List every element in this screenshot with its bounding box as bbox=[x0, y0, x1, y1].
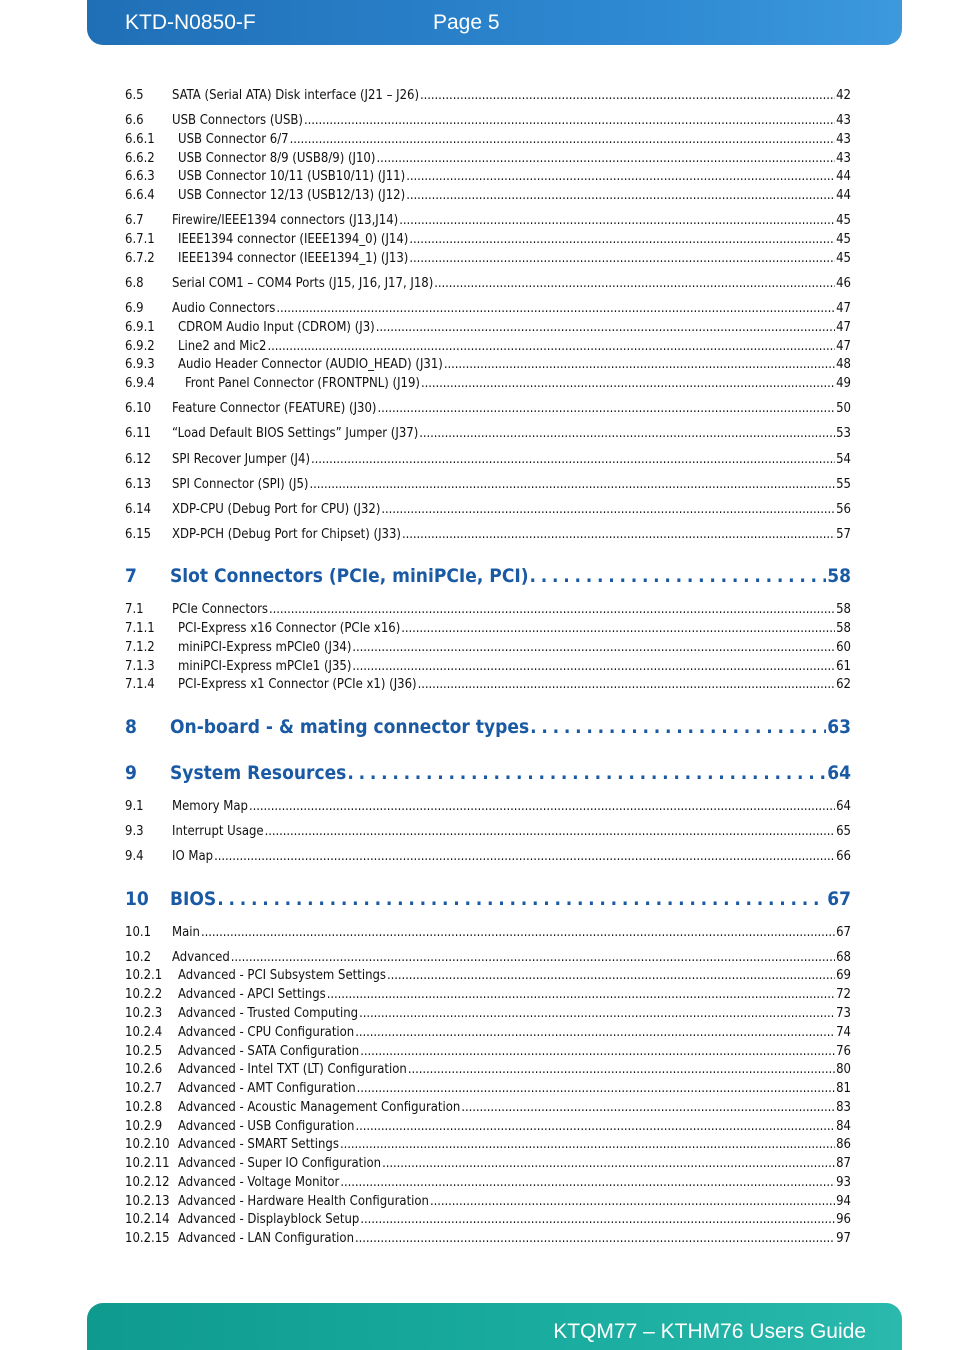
toc-number: 10.2.13 bbox=[125, 1194, 170, 1209]
toc-page: 60 bbox=[836, 640, 851, 655]
toc-page: 47 bbox=[836, 301, 851, 316]
toc-leader bbox=[376, 320, 835, 336]
toc-number: 6.7 bbox=[125, 213, 144, 228]
toc-entry[interactable] bbox=[125, 640, 851, 656]
toc-number: 7.1 bbox=[125, 602, 144, 617]
toc-leader bbox=[347, 761, 826, 785]
toc-leader bbox=[406, 169, 835, 185]
toc-number: 6.11 bbox=[125, 426, 152, 441]
toc-title: Advanced - AMT Configuration bbox=[178, 1081, 356, 1096]
toc-title: Advanced - Trusted Computing bbox=[178, 1006, 359, 1021]
toc-number: 6.6.2 bbox=[125, 151, 155, 166]
toc-title: Audio Header Connector (AUDIO_HEAD) (J31) bbox=[178, 357, 443, 372]
toc-page: 96 bbox=[836, 1212, 851, 1227]
toc-title: miniPCI-Express mPCIe1 (J35) bbox=[178, 659, 352, 674]
toc-entry[interactable] bbox=[125, 502, 851, 518]
toc-leader bbox=[420, 88, 835, 104]
toc-page: 86 bbox=[836, 1137, 851, 1152]
toc-number: 7.1.2 bbox=[125, 640, 155, 655]
toc-entry[interactable] bbox=[125, 1100, 851, 1116]
toc-title: Advanced - PCI Subsystem Settings bbox=[178, 968, 387, 983]
toc-title: Feature Connector (FEATURE) (J30) bbox=[172, 401, 377, 416]
toc-page: 97 bbox=[836, 1231, 851, 1246]
toc-leader bbox=[290, 132, 836, 148]
toc-leader bbox=[231, 950, 835, 966]
toc-page: 48 bbox=[836, 357, 851, 372]
toc-entry[interactable] bbox=[125, 1081, 851, 1097]
toc-title: Slot Connectors (PCIe, miniPCIe, PCI) bbox=[170, 565, 529, 587]
toc-leader bbox=[530, 715, 826, 739]
toc-page: 43 bbox=[836, 132, 851, 147]
toc-page: 69 bbox=[836, 968, 851, 983]
toc-leader bbox=[381, 502, 835, 518]
toc-title: Memory Map bbox=[172, 799, 248, 814]
toc-entry[interactable] bbox=[125, 477, 851, 493]
toc-title: IEEE1394 connector (IEEE1394_0) (J14) bbox=[178, 232, 409, 247]
toc-leader bbox=[382, 1156, 835, 1172]
toc-entry[interactable] bbox=[125, 527, 851, 543]
toc-number: 6.14 bbox=[125, 502, 152, 517]
toc-title: SPI Recover Jumper (J4) bbox=[172, 452, 311, 467]
toc-title: On-board - & mating connector types bbox=[170, 716, 530, 738]
toc-entry[interactable] bbox=[125, 602, 851, 618]
toc-leader bbox=[265, 824, 836, 840]
toc-page: 83 bbox=[836, 1100, 851, 1115]
toc-leader bbox=[461, 1100, 835, 1116]
toc-entry[interactable] bbox=[125, 401, 851, 417]
toc-leader bbox=[360, 1044, 835, 1060]
toc-title: BIOS bbox=[170, 888, 217, 910]
toc-leader bbox=[387, 968, 835, 984]
toc-title: CDROM Audio Input (CDROM) (J3) bbox=[178, 320, 375, 335]
toc-entry[interactable] bbox=[125, 1137, 851, 1153]
toc-entry[interactable] bbox=[125, 1025, 851, 1041]
toc-entry[interactable] bbox=[125, 621, 851, 637]
toc-number: 6.6.3 bbox=[125, 169, 155, 184]
toc-entry[interactable] bbox=[125, 188, 851, 204]
toc-entry[interactable] bbox=[125, 968, 851, 984]
toc-page: 72 bbox=[836, 987, 851, 1002]
toc-entry[interactable] bbox=[125, 1175, 851, 1191]
toc-entry[interactable] bbox=[125, 1044, 851, 1060]
toc-number: 6.15 bbox=[125, 527, 152, 542]
toc-page: 53 bbox=[836, 426, 851, 441]
toc-leader bbox=[352, 640, 835, 656]
toc-title: Advanced - SMART Settings bbox=[178, 1137, 339, 1152]
toc-title: Main bbox=[172, 925, 200, 940]
toc-leader bbox=[352, 659, 835, 675]
toc-title: Firewire/IEEE1394 connectors (J13,J14) bbox=[172, 213, 399, 228]
toc-number: 7.1.4 bbox=[125, 677, 155, 692]
toc-leader bbox=[311, 452, 835, 468]
toc-title: IO Map bbox=[172, 849, 214, 864]
toc-number: 6.5 bbox=[125, 88, 144, 103]
toc-title: USB Connector 12/13 (USB12/13) (J12) bbox=[178, 188, 406, 203]
toc-title: “Load Default BIOS Settings” Jumper (J37) bbox=[172, 426, 419, 441]
toc-entry[interactable] bbox=[125, 824, 851, 840]
toc-number: 7 bbox=[125, 565, 137, 587]
toc-title: SATA (Serial ATA) Disk interface (J21 – J26) bbox=[172, 88, 420, 103]
toc-leader bbox=[444, 357, 835, 373]
toc-title: Advanced bbox=[172, 950, 230, 965]
toc-number: 10.2.7 bbox=[125, 1081, 163, 1096]
toc-number: 10.2.6 bbox=[125, 1062, 163, 1077]
toc-number: 6.13 bbox=[125, 477, 152, 492]
header-bar bbox=[87, 0, 902, 45]
toc-number: 6.9.2 bbox=[125, 339, 155, 354]
toc-number: 6.6 bbox=[125, 113, 144, 128]
toc-title: Advanced - CPU Configuration bbox=[178, 1025, 355, 1040]
toc-number: 9.1 bbox=[125, 799, 144, 814]
toc-page: 68 bbox=[836, 950, 851, 965]
toc-number: 10.2.11 bbox=[125, 1156, 170, 1171]
toc-title: Advanced - SATA Configuration bbox=[178, 1044, 360, 1059]
toc-leader bbox=[409, 232, 835, 248]
toc-title: Advanced - APCI Settings bbox=[178, 987, 326, 1002]
toc-title: USB Connector 10/11 (USB10/11) (J11) bbox=[178, 169, 406, 184]
toc-number: 6.9.1 bbox=[125, 320, 155, 335]
toc-page: 87 bbox=[836, 1156, 851, 1171]
toc-leader bbox=[217, 887, 826, 911]
toc-leader bbox=[419, 426, 835, 442]
toc-title: XDP-PCH (Debug Port for Chipset) (J33) bbox=[172, 527, 401, 542]
toc-entry[interactable] bbox=[125, 799, 851, 815]
toc-title: USB Connector 8/9 (USB8/9) (J10) bbox=[178, 151, 376, 166]
toc-title: Advanced - Acoustic Management Configuration bbox=[178, 1100, 461, 1115]
toc-entry[interactable] bbox=[125, 1194, 851, 1210]
toc-page: 50 bbox=[836, 401, 851, 416]
toc-number: 6.10 bbox=[125, 401, 152, 416]
toc-leader bbox=[304, 113, 835, 129]
toc-leader bbox=[434, 276, 835, 292]
toc-number: 9 bbox=[125, 762, 137, 784]
toc-title: Serial COM1 – COM4 Ports (J15, J16, J17, J18) bbox=[172, 276, 434, 291]
toc-title: Advanced - USB Configuration bbox=[178, 1119, 355, 1134]
toc-page: 76 bbox=[836, 1044, 851, 1059]
toc-number: 6.7.2 bbox=[125, 251, 155, 266]
toc-page: 67 bbox=[836, 925, 851, 940]
toc-entry[interactable] bbox=[125, 987, 851, 1003]
toc-entry[interactable] bbox=[125, 1119, 851, 1135]
toc-entry[interactable] bbox=[125, 232, 851, 248]
toc-entry[interactable] bbox=[125, 169, 851, 185]
toc-leader bbox=[340, 1137, 835, 1153]
toc-entry[interactable] bbox=[125, 132, 851, 148]
toc-page: 49 bbox=[836, 376, 851, 391]
toc-page: 94 bbox=[836, 1194, 851, 1209]
toc-number: 10.2.4 bbox=[125, 1025, 163, 1040]
toc-leader bbox=[360, 1212, 835, 1228]
toc-title: miniPCI-Express mPCIe0 (J34) bbox=[178, 640, 352, 655]
toc-entry[interactable] bbox=[125, 357, 851, 373]
page-number: Page 5 bbox=[433, 11, 500, 34]
toc-number: 10.2.10 bbox=[125, 1137, 170, 1152]
toc-title: System Resources bbox=[170, 762, 347, 784]
toc-leader bbox=[406, 188, 835, 204]
toc-page: 54 bbox=[836, 452, 851, 467]
toc-page: 67 bbox=[827, 888, 851, 910]
toc-entry[interactable] bbox=[125, 251, 851, 267]
toc-title: Advanced - Displayblock Setup bbox=[178, 1212, 360, 1227]
toc-title: XDP-CPU (Debug Port for CPU) (J32) bbox=[172, 502, 381, 517]
toc-page: 42 bbox=[836, 88, 851, 103]
toc-entry[interactable] bbox=[125, 1212, 851, 1228]
toc-title: Interrupt Usage bbox=[172, 824, 264, 839]
toc-leader bbox=[267, 339, 835, 355]
toc-entry[interactable] bbox=[125, 950, 851, 966]
toc-title: Front Panel Connector (FRONTPNL) (J19) bbox=[185, 376, 420, 391]
toc-page: 58 bbox=[836, 621, 851, 636]
toc-title: USB Connectors (USB) bbox=[172, 113, 303, 128]
toc-leader bbox=[377, 401, 835, 417]
toc-title: IEEE1394 connector (IEEE1394_1) (J13) bbox=[178, 251, 409, 266]
toc-entry[interactable] bbox=[125, 1156, 851, 1172]
toc-page: 62 bbox=[836, 677, 851, 692]
toc-title: PCI-Express x1 Connector (PCIe x1) (J36) bbox=[178, 677, 417, 692]
toc-page: 44 bbox=[836, 169, 851, 184]
toc-title: Advanced - Voltage Monitor bbox=[178, 1175, 340, 1190]
toc-page: 58 bbox=[836, 602, 851, 617]
toc-leader bbox=[357, 1081, 835, 1097]
toc-leader bbox=[402, 527, 835, 543]
toc-entry[interactable] bbox=[125, 88, 851, 104]
toc-page: 64 bbox=[836, 799, 851, 814]
toc-page: 47 bbox=[836, 339, 851, 354]
toc-entry[interactable] bbox=[125, 339, 851, 355]
toc-entry[interactable] bbox=[125, 376, 851, 392]
toc-page: 44 bbox=[836, 188, 851, 203]
toc-leader bbox=[214, 849, 835, 865]
toc-leader bbox=[355, 1119, 835, 1135]
toc-leader bbox=[249, 799, 835, 815]
toc-page: 73 bbox=[836, 1006, 851, 1021]
toc-page: 45 bbox=[836, 232, 851, 247]
toc-entry[interactable] bbox=[125, 301, 851, 317]
toc-page: 45 bbox=[836, 251, 851, 266]
toc-entry[interactable] bbox=[125, 452, 851, 468]
toc-page: 56 bbox=[836, 502, 851, 517]
toc-title: USB Connector 6/7 bbox=[178, 132, 289, 147]
toc-leader bbox=[409, 251, 835, 267]
toc-entry[interactable] bbox=[125, 659, 851, 675]
guide-title: KTQM77 – KTHM76 Users Guide bbox=[553, 1320, 866, 1343]
toc-title: Advanced - LAN Configuration bbox=[178, 1231, 354, 1246]
toc-entry[interactable] bbox=[125, 426, 851, 442]
toc-entry[interactable] bbox=[125, 1062, 851, 1078]
toc-leader bbox=[355, 1231, 835, 1247]
toc-chapter-entry[interactable] bbox=[125, 715, 851, 739]
toc-leader bbox=[359, 1006, 835, 1022]
toc-page: 45 bbox=[836, 213, 851, 228]
toc-page: 81 bbox=[836, 1081, 851, 1096]
toc-number: 10.2.5 bbox=[125, 1044, 163, 1059]
footer-bar bbox=[87, 1303, 902, 1350]
toc-leader bbox=[309, 477, 835, 493]
toc-entry[interactable] bbox=[125, 925, 851, 941]
toc-title: SPI Connector (SPI) (J5) bbox=[172, 477, 309, 492]
toc-number: 8 bbox=[125, 716, 137, 738]
toc-chapter-entry[interactable] bbox=[125, 887, 851, 911]
toc-number: 6.9.3 bbox=[125, 357, 155, 372]
toc-number: 6.8 bbox=[125, 276, 144, 291]
toc-entry[interactable] bbox=[125, 213, 851, 229]
toc-leader bbox=[408, 1062, 835, 1078]
toc-leader bbox=[269, 602, 835, 618]
toc-number: 10.2.15 bbox=[125, 1231, 170, 1246]
toc-number: 10.2 bbox=[125, 950, 152, 965]
toc-entry[interactable] bbox=[125, 320, 851, 336]
toc-title: PCI-Express x16 Connector (PCIe x16) bbox=[178, 621, 401, 636]
toc-number: 10.2.9 bbox=[125, 1119, 163, 1134]
toc-number: 10.2.12 bbox=[125, 1175, 170, 1190]
toc-title: Audio Connectors bbox=[172, 301, 276, 316]
toc-page: 84 bbox=[836, 1119, 851, 1134]
toc-title: Advanced - Intel TXT (LT) Configuration bbox=[178, 1062, 407, 1077]
toc-title: Advanced - Super IO Configuration bbox=[178, 1156, 382, 1171]
toc-page: 80 bbox=[836, 1062, 851, 1077]
toc-page: 43 bbox=[836, 113, 851, 128]
toc-page: 63 bbox=[827, 716, 851, 738]
toc-number: 6.9 bbox=[125, 301, 144, 316]
toc-leader bbox=[276, 301, 835, 317]
toc-title: Line2 and Mic2 bbox=[178, 339, 267, 354]
toc-page: 66 bbox=[836, 849, 851, 864]
toc-number: 10.2.14 bbox=[125, 1212, 170, 1227]
toc-leader bbox=[355, 1025, 835, 1041]
toc-entry[interactable] bbox=[125, 151, 851, 167]
document-id: KTD-N0850-F bbox=[125, 11, 256, 34]
toc-number: 6.7.1 bbox=[125, 232, 155, 247]
toc-number: 10.2.3 bbox=[125, 1006, 163, 1021]
toc-number: 9.3 bbox=[125, 824, 144, 839]
toc-number: 6.6.1 bbox=[125, 132, 155, 147]
toc-number: 10.1 bbox=[125, 925, 152, 940]
toc-chapter-entry[interactable] bbox=[125, 564, 851, 588]
toc-number: 10.2.8 bbox=[125, 1100, 163, 1115]
toc-page: 64 bbox=[827, 762, 851, 784]
toc-leader bbox=[421, 376, 835, 392]
toc-entry[interactable] bbox=[125, 276, 851, 292]
toc-number: 9.4 bbox=[125, 849, 144, 864]
toc-page: 74 bbox=[836, 1025, 851, 1040]
toc-number: 7.1.1 bbox=[125, 621, 155, 636]
toc-leader bbox=[399, 213, 835, 229]
toc-page: 46 bbox=[836, 276, 851, 291]
toc-entry[interactable] bbox=[125, 1231, 851, 1247]
toc-chapter-entry[interactable] bbox=[125, 761, 851, 785]
toc-number: 10 bbox=[125, 888, 149, 910]
toc-page: 65 bbox=[836, 824, 851, 839]
toc-entry[interactable] bbox=[125, 113, 851, 129]
toc-title: Advanced - Hardware Health Configuration bbox=[178, 1194, 429, 1209]
toc-page: 58 bbox=[827, 565, 851, 587]
toc-leader bbox=[530, 564, 827, 588]
toc-title: PCIe Connectors bbox=[172, 602, 268, 617]
toc-number: 10.2.2 bbox=[125, 987, 163, 1002]
toc-number: 10.2.1 bbox=[125, 968, 163, 983]
toc-number: 6.6.4 bbox=[125, 188, 155, 203]
toc-entry[interactable] bbox=[125, 677, 851, 693]
toc-leader bbox=[418, 677, 836, 693]
toc-page: 55 bbox=[836, 477, 851, 492]
toc-page: 47 bbox=[836, 320, 851, 335]
toc-page: 43 bbox=[836, 151, 851, 166]
toc-leader bbox=[376, 151, 835, 167]
toc-leader bbox=[430, 1194, 835, 1210]
toc-entry[interactable] bbox=[125, 849, 851, 865]
toc-entry[interactable] bbox=[125, 1006, 851, 1022]
toc-leader bbox=[401, 621, 835, 637]
toc-number: 6.9.4 bbox=[125, 376, 155, 391]
toc-number: 7.1.3 bbox=[125, 659, 155, 674]
toc-page: 93 bbox=[836, 1175, 851, 1190]
toc-leader bbox=[201, 925, 835, 941]
toc-leader bbox=[327, 987, 835, 1003]
toc-number: 6.12 bbox=[125, 452, 152, 467]
toc-leader bbox=[340, 1175, 835, 1191]
toc-page: 57 bbox=[836, 527, 851, 542]
toc-page: 61 bbox=[836, 659, 851, 674]
